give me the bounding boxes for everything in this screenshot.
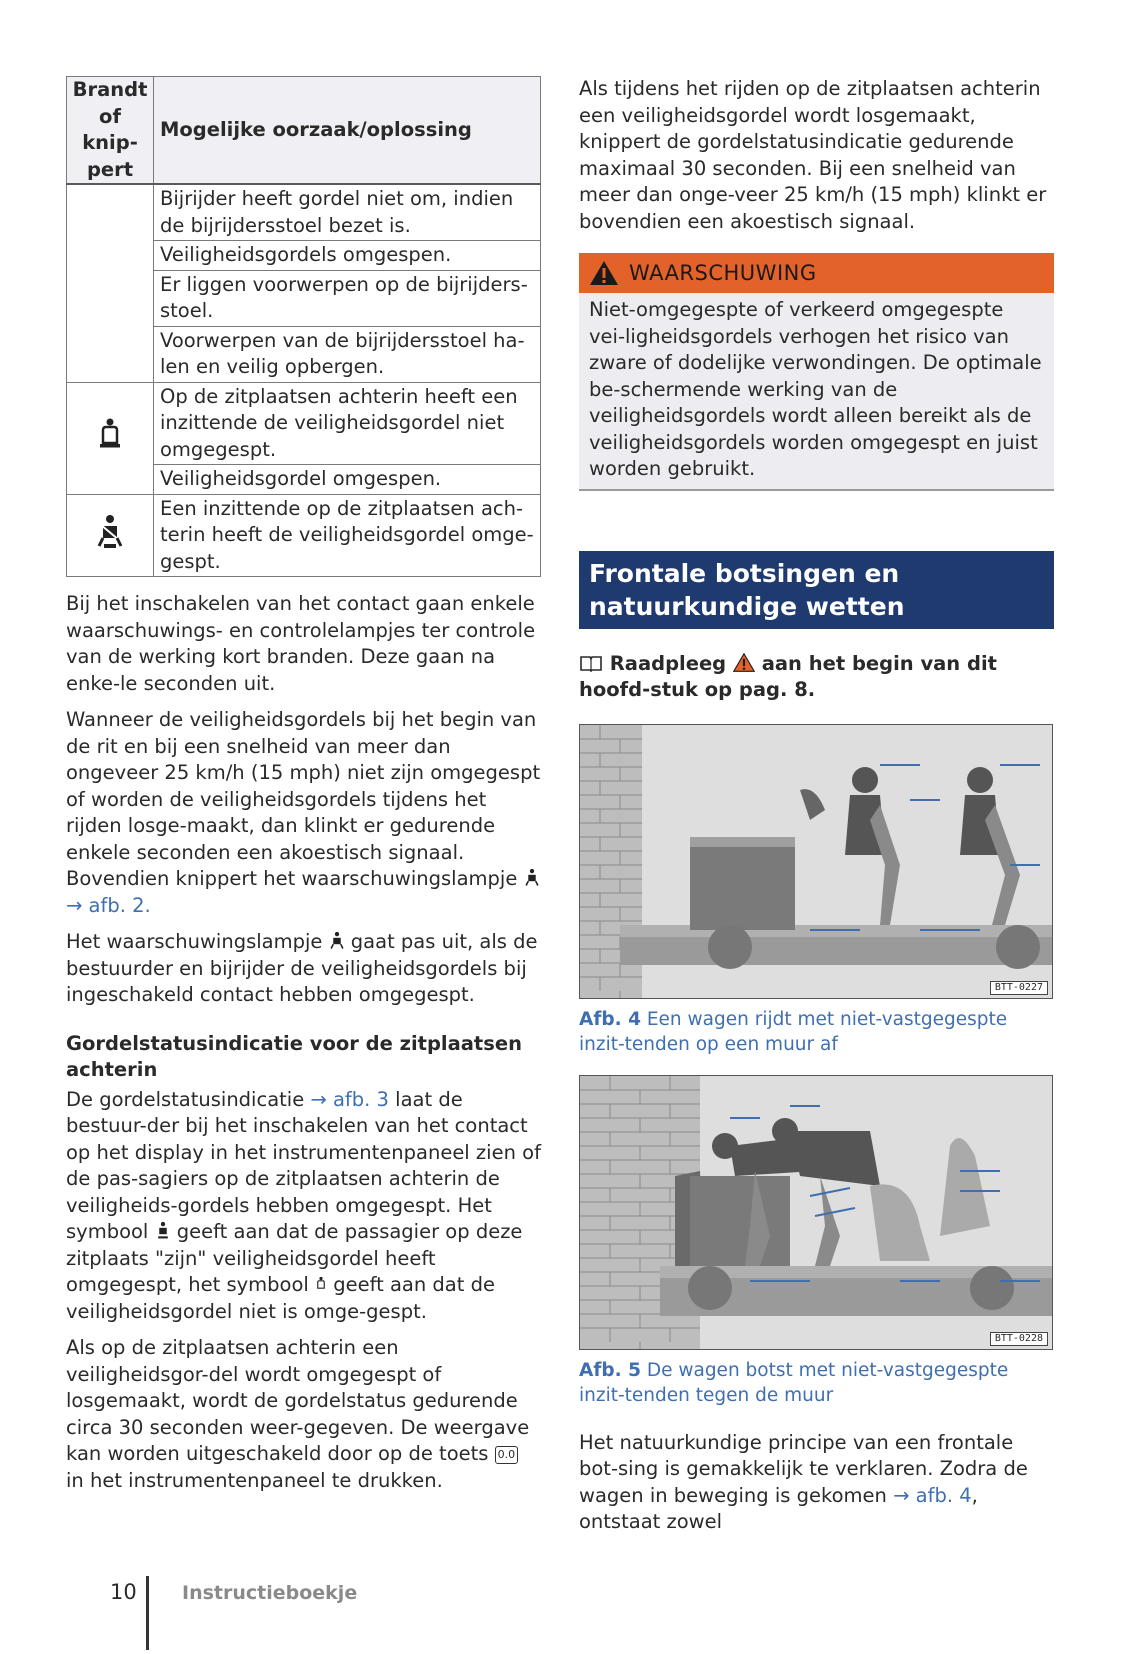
seat-buckled-icon — [155, 1221, 171, 1241]
footer-divider — [146, 1576, 149, 1650]
seatbelt-warning-icon — [329, 931, 345, 951]
table-cell: Veiligheidsgordel omgespen. — [154, 465, 541, 495]
table-cell: Veiligheidsgordels omgespen. — [154, 241, 541, 271]
paragraph: Het waarschuwingslampje gaat pas uit, als de bestuurder en bijrijder de veiligheidsgordels bij ingeschakeld contact hebben omgegespt. — [66, 930, 538, 1006]
table-icon-cell-empty — [67, 184, 154, 382]
instrument-key: 0.0 — [495, 1446, 519, 1464]
figure-link[interactable]: → afb. 3 — [310, 1087, 389, 1111]
belt-status-table — [66, 76, 541, 577]
figure-code: BTT-0227 — [990, 981, 1048, 995]
warning-triangle-icon — [733, 653, 755, 672]
car-approaching-wall-illustration — [580, 725, 1052, 998]
warning-text: Niet-omgegespte of verkeerd omgegespte vei-ligheidsgordels verhogen het risico van zware of dodelijke verwondingen. De optimale be-schermende werking van de veiligheidsgordels wordt alleen bereikt als de veiligheidsgordels worden omgegespt en juist worden gebruikt. — [589, 298, 1042, 480]
table-cell: Bijrijder heeft gordel niet om, indien de bijrijdersstoel bezet is. — [154, 184, 541, 241]
figure-caption: Afb. 4 Een wagen rijdt met niet-vastgegespte inzit-tenden op een muur af — [579, 1008, 1008, 1055]
right-column — [579, 76, 1054, 1536]
paragraph: Wanneer de veiligheidsgordels bij het begin van de rit en bij een snelheid van meer dan ongeveer 25 km/h (15 mph) niet zijn omgegespt of worden de veiligheidsgordels tijdens het rijden losge-maakt, dan klinkt er gedurende enkele seconden een akoestisch signaal. Bovendien knippert het waarschuwingslampje → afb. 2. — [66, 708, 541, 917]
page-number: 10 — [110, 1580, 137, 1604]
table-cell: Op de zitplaatsen achterin heeft een inzittende de veiligheidsgordel niet omgegespt. — [154, 382, 541, 465]
warning-triangle-icon — [589, 260, 619, 286]
seatbelt-warning-icon — [524, 868, 540, 888]
figure-link[interactable]: → afb. 2. — [66, 893, 151, 917]
paragraph: Het natuurkundige principe van een frontale bot-sing is gemakkelijk te verklaren. Zodra de wagen in beweging is gekomen → afb. 4, ontstaat zowel — [579, 1430, 1028, 1533]
table-header-status: Brandt of knip- pert — [67, 77, 154, 185]
figure-code: BTT-0228 — [990, 1332, 1048, 1346]
footer-title: Instructieboekje — [182, 1582, 358, 1604]
section-title: Frontale botsingen en natuurkundige wetten — [579, 551, 1054, 629]
book-icon — [579, 654, 603, 672]
figure-link[interactable]: → afb. 4 — [893, 1483, 972, 1507]
seat-unbuckled-icon — [315, 1275, 327, 1293]
figure-caption: Afb. 5 De wagen botst met niet-vastgegespte inzit-tenden tegen de muur — [579, 1359, 1009, 1406]
section-heading: Gordelstatusindicatie voor de zitplaatsen achterin — [66, 1031, 522, 1081]
table-header-cause: Mogelijke oorzaak/oplossing — [154, 77, 541, 185]
table-cell: Een inzittende op de zitplaatsen ach-terin heeft de veiligheidsgordel omge-gespt. — [154, 494, 541, 577]
paragraph: De gordelstatusindicatie → afb. 3 laat de bestuur-der bij het inschakelen van het contact op het display in het instrumentenpaneel zien of de pas-sagiers op de zitplaatsen achterin de veiligheids-gordels hebben omgegespt. Het symbool geeft aan dat de passagier op deze zitplaats "zijn" veiligheidsgordel heeft omgegespt, het symbool geeft aan dat de veiligheidsgordel niet is omge-gespt. — [66, 1087, 541, 1323]
warning-title: WAARSCHUWING — [629, 261, 817, 285]
figure-4 — [579, 724, 1053, 999]
table-cell: Voorwerpen van de bijrijdersstoel ha-len en veilig opbergen. — [154, 326, 541, 382]
consult-note: Raadpleeg aan het begin van dit hoofd-stuk op pag. 8. — [579, 651, 997, 701]
warning-body — [579, 293, 1054, 491]
table-cell: Er liggen voorwerpen op de bijrijders-stoel. — [154, 270, 541, 326]
paragraph: Als op de zitplaatsen achterin een veiligheidsgor-del wordt omgegespt of losgemaakt, wordt de gordelstatus gedurende circa 30 seconden weer-gegeven. De weergave kan worden uitgeschakeld door op de toets 0.0 in het instrumentenpaneel te drukken. — [66, 1336, 530, 1492]
car-crash-wall-illustration — [580, 1076, 1052, 1349]
left-column — [66, 76, 541, 1494]
seat-unbuckled-icon — [67, 382, 154, 494]
figure-5 — [579, 1075, 1053, 1350]
paragraph: Als tijdens het rijden op de zitplaatsen achterin een veiligheidsgordel wordt losgemaakt, knippert de gordelstatusindicatie gedurende maximaal 30 seconden. Bij een snelheid van meer dan onge-veer 25 km/h (15 mph) klinkt er bovendien een akoestisch signaal. — [579, 77, 1047, 233]
seatbelt-warning-icon — [67, 494, 154, 577]
warning-header — [579, 253, 1054, 293]
paragraph: Bij het inschakelen van het contact gaan enkele waarschuwings- en controlelampjes ter controle van de werking kort branden. Deze gaan na enke-le seconden uit. — [66, 592, 536, 695]
